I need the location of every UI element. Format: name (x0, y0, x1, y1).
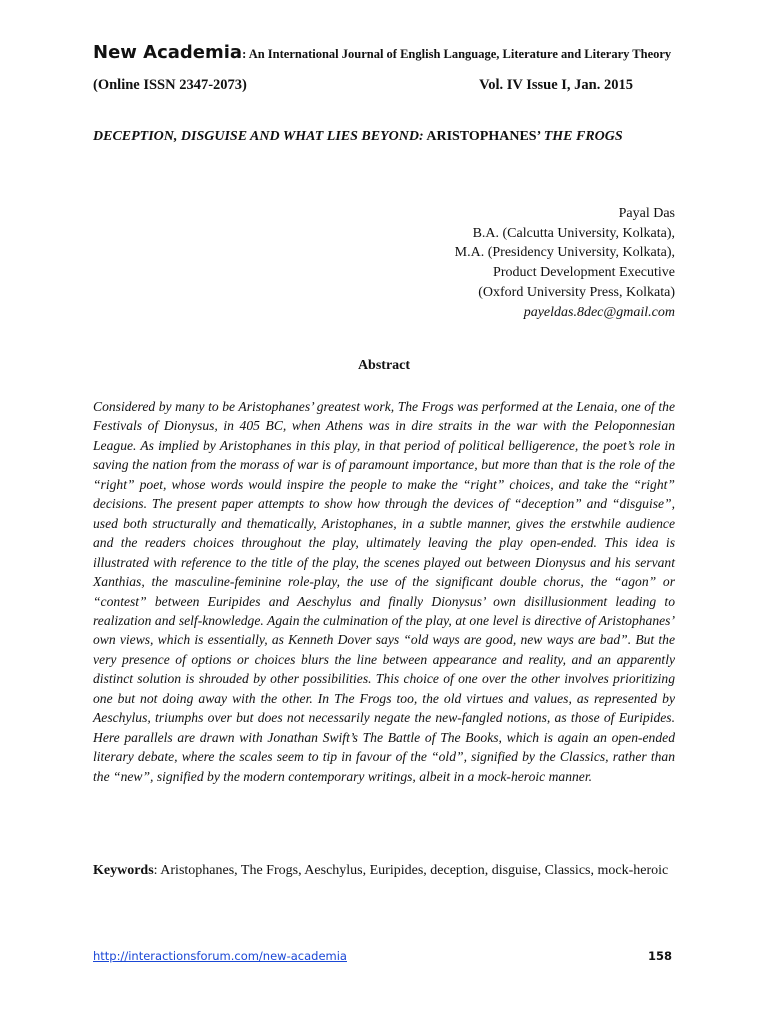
journal-name: New Academia (93, 42, 243, 63)
journal-header (93, 42, 693, 63)
article-title (93, 126, 675, 147)
keywords-paragraph (93, 860, 675, 881)
abstract-body: Considered by many to be Aristophanes’ greatest work, The Frogs was performed at the Lenaia, one of the Festivals of Dionysus, in 405 BC, when Athens was in dire straits in the war with the Peloponnesian League. As implied by Aristophanes in this play, in that period of political belligerence, the poet’s role in saving the nation from the morass of war is of paramount importance, but more than that is the role of the “right” poet, whose words would inspire the people to make the “right” choices, and take the “right” decisions. The present paper attempts to show how through the devices of “deception” and “disguise”, used both structurally and thematically, Aristophanes, in a subtle manner, gives the erstwhile audience and the readers choices throughout the play, ultimately leaving the play open-ended. This idea is illustrated with reference to the title of the play, the scenes played out between Dionysus and his servant Xanthias, the masculine-feminine role-play, the use of the significant double chorus, the “agon” or “contest” between Euripides and Aeschylus and finally Dionysus’ own disillusionment leading to realization and self-knowledge. Again the culmination of the play, at one level is directive of Aristophanes’ own views, which is essentially, as Kenneth Dover says “old ways are good, new ways are bad”. But the very presence of options or choices blurs the line between appearance and reality, and an apparently distinct solution is shrouded by other possibilities. This choice of one over the other involves prioritizing one but not doing away with the other. In The Frogs too, the old virtues and values, as represented by Aeschylus, triumphs over but does not necessarily negate the new-fangled notions, as those of Euripides. Here parallels are drawn with Jonathan Swift’s The Battle of The Books, which is again an open-ended literary debate, where the scales seem to tip in favour of the “old”, signified by the Classics, rather than the “new”, signified by the modern contemporary writings, albeit in a mock-heroic manner. (93, 399, 675, 784)
author-degree-1: B.A. (Calcutta University, Kolkata), (472, 225, 675, 241)
page-number: 158 (647, 949, 672, 963)
issn-volume-row (93, 77, 633, 94)
author-name: Payal Das (618, 206, 675, 221)
title-plain-part: ARISTOPHANES’ (423, 129, 544, 144)
title-italic-end: THE FROGS (543, 129, 623, 144)
issn: (Online ISSN 2347-2073) (93, 77, 247, 93)
author-organization: (Oxford University Press, Kolkata) (478, 284, 675, 300)
journal-subtitle: : An International Journal of English Language, Literature and Literary Theory (242, 47, 672, 61)
author-block (455, 204, 675, 322)
keywords-label: Keywords (93, 863, 154, 878)
title-italic-part: DECEPTION, DISGUISE AND WHAT LIES BEYOND: (93, 129, 424, 144)
journal-url-link[interactable]: http://interactionsforum.com/new-academia (93, 949, 347, 963)
volume-issue: Vol. IV Issue I, Jan. 2015 (479, 77, 633, 93)
author-position: Product Development Executive (493, 265, 675, 281)
author-email[interactable]: payeldas.8dec@gmail.com (523, 304, 675, 320)
keywords-list: : Aristophanes, The Frogs, Aeschylus, Euripides, deception, disguise, Classics, mock-heroic (153, 863, 669, 878)
abstract-heading: Abstract (357, 358, 411, 373)
author-degree-2: M.A. (Presidency University, Kolkata), (454, 245, 675, 261)
